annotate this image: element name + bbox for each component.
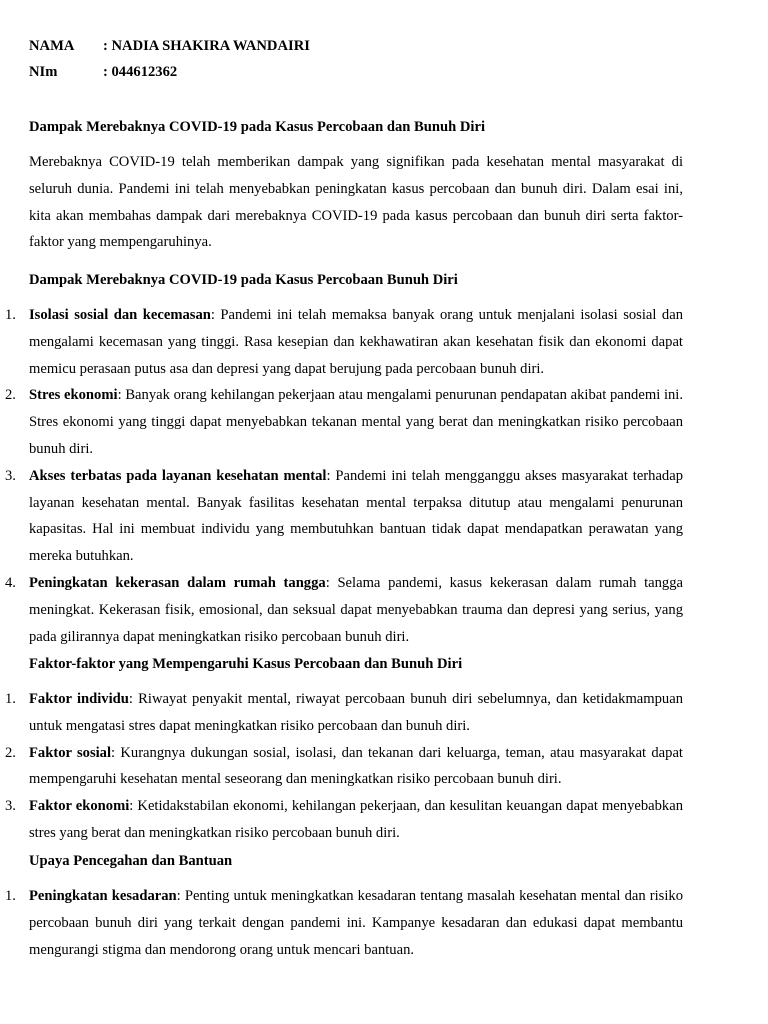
list-item bbox=[0, 570, 683, 650]
list-text: : Riwayat penyakit mental, riwayat percobaan bunuh diri sebelumnya, dan ketidakmampuan untuk mengatasi stres dapat meningkatkan risiko percobaan dan bunuh diri. bbox=[29, 691, 683, 734]
list-item bbox=[0, 793, 683, 847]
section3-list bbox=[0, 883, 683, 963]
list-term: Isolasi sosial dan kecemasan bbox=[29, 307, 211, 323]
list-term: Faktor individu bbox=[29, 691, 129, 707]
nim-row bbox=[29, 62, 177, 82]
list-text: : Selama pandemi, kasus kekerasan dalam rumah tangga meningkat. Kekerasan fisik, emosional, dan seksual dapat menyebabkan trauma dan depresi yang serius, yang pada gilirannya dapat meningkatkan risiko percobaan bunuh diri. bbox=[29, 574, 683, 645]
list-item bbox=[0, 740, 683, 794]
list-number: 3. bbox=[5, 467, 16, 484]
list-item bbox=[0, 382, 683, 462]
name-label: NAMA bbox=[29, 38, 75, 54]
section2-heading: Faktor-faktor yang Mempengaruhi Kasus Percobaan dan Bunuh Diri bbox=[29, 656, 463, 672]
intro-paragraph: Merebaknya COVID-19 telah memberikan dampak yang signifikan pada kesehatan mental masyarakat di seluruh dunia. Pandemi ini telah menyebabkan peningkatan kasus percobaan dan bunuh diri. Dalam esai ini, kita akan membahas dampak dari merebaknya COVID-19 pada kasus percobaan dan bunuh diri serta faktor-faktor yang mempengaruhinya. bbox=[29, 154, 683, 251]
section2-list bbox=[0, 686, 683, 847]
list-text: : Banyak orang kehilangan pekerjaan atau mengalami penurunan pendapatan akibat pandemi ini. Stres ekonomi yang tinggi dapat menyebabkan tekanan mental yang berat dan meningkatkan risiko percobaan bunuh diri. bbox=[29, 387, 683, 457]
list-term: Stres ekonomi bbox=[29, 387, 118, 404]
list-text: : Pandemi ini telah mengganggu akses masyarakat terhadap layanan kesehatan mental. Banyak fasilitas kesehatan mental terpaksa ditutup atau mengalami penurunan kapasitas. Hal ini membuat individu yang membutuhkan bantuan tidak dapat mendapatkan perawatan yang mereka butuhkan. bbox=[29, 467, 683, 565]
list-number: 1. bbox=[5, 691, 16, 707]
list-number: 1. bbox=[5, 307, 16, 323]
list-number: 1. bbox=[5, 888, 16, 904]
list-item bbox=[0, 302, 683, 382]
section3-heading: Upaya Pencegahan dan Bantuan bbox=[29, 853, 233, 869]
section1-heading: Dampak Merebaknya COVID-19 pada Kasus Percobaan Bunuh Diri bbox=[29, 272, 458, 288]
list-text: : Kurangnya dukungan sosial, isolasi, dan tekanan dari keluarga, teman, atau masyarakat dapat mempengaruhi kesehatan mental seseorang dan meningkatkan risiko percobaan bunuh diri. bbox=[29, 744, 683, 788]
nim-value: : 044612362 bbox=[103, 64, 178, 80]
list-term: Faktor sosial bbox=[29, 744, 112, 761]
list-text: : Pandemi ini telah memaksa banyak orang untuk menjalani isolasi sosial dan mengalami kecemasan yang tinggi. Rasa kesepian dan kekhawatiran akan kesehatan fisik dan ekonomi dapat memicu perasaan putus asa dan depresi yang dapat berujung pada percobaan bunuh diri. bbox=[29, 307, 683, 377]
nim-label: NIm bbox=[29, 64, 58, 80]
list-number: 4. bbox=[5, 574, 16, 591]
list-number: 2. bbox=[5, 744, 16, 761]
list-text: : Penting untuk meningkatkan kesadaran tentang masalah kesehatan mental dan risiko percobaan bunuh diri yang terkait dengan pandemi ini. Kampanye kesadaran dan edukasi dapat membantu mengurangi stigma dan mendorong orang untuk mencari bantuan. bbox=[29, 888, 684, 958]
list-term: Akses terbatas pada layanan kesehatan mental bbox=[29, 467, 327, 484]
list-item bbox=[0, 686, 683, 740]
list-term: Peningkatan kesadaran bbox=[29, 888, 177, 904]
name-value: : NADIA SHAKIRA WANDAIRI bbox=[103, 38, 310, 54]
list-item bbox=[0, 463, 683, 570]
document-title: Dampak Merebaknya COVID-19 pada Kasus Percobaan dan Bunuh Diri bbox=[29, 119, 486, 135]
list-term: Peningkatan kekerasan dalam rumah tangga bbox=[29, 574, 326, 591]
name-row bbox=[29, 36, 310, 56]
list-text: : Ketidakstabilan ekonomi, kehilangan pekerjaan, dan kesulitan keuangan dapat menyebabkan stres yang berat dan meningkatkan risiko percobaan bunuh diri. bbox=[29, 798, 683, 841]
list-term: Faktor ekonomi bbox=[29, 798, 130, 815]
section1-list bbox=[0, 302, 683, 650]
list-item bbox=[0, 883, 683, 963]
list-number: 3. bbox=[5, 798, 16, 815]
list-number: 2. bbox=[5, 387, 16, 404]
